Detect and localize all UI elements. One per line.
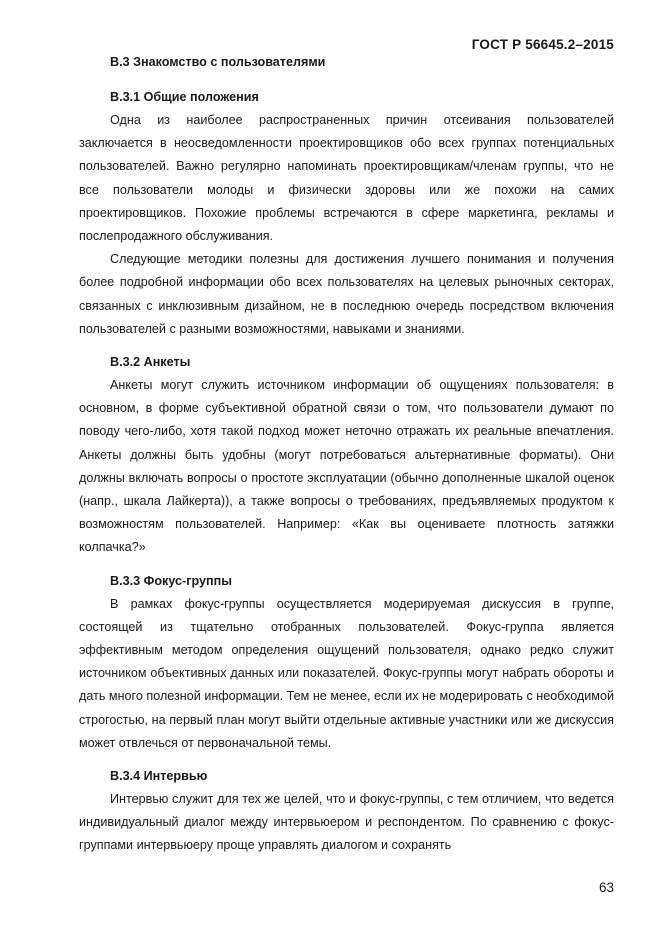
paragraph: Следующие методики полезны для достижения лучшего понимания и получения более подробной информации обо всех пользователях на целевых рыночных секторах, связанных с инклюзивным дизайном, не в последнюю очередь посредством включения пользователей с разными возможностями, навыками и знаниями. (79, 252, 614, 336)
paragraph: Анкеты могут служить источником информации об ощущениях пользователя: в основном, в форме субъективной обратной связи о том, что пользователи думают по поводу чего-либо, хотя такой подход может неточно отражать их реальные впечатления. Анкеты должны быть удобны (могут потребоваться альтернативные форматы). Они должны включать вопросы о простоте эксплуатации (обычно дополненные шкалой оценок (напр., шкала Лайкерта)), а также вопросы о требованиях, предъявляемых продуктом к возможностям пользователей. Например: «Как вы оцениваете плотность затяжки колпачка?» (79, 378, 614, 555)
paragraph: В рамках фокус-группы осуществляется модерируемая дискуссия в группе, состоящей из тщательно отобранных пользователей. Фокус-группа является эффективным методом определения ощущений пользователя, однако редко служит источником объективных данных или показателей. Фокус-группы могут набрать обороты и дать много полезной информации. Тем не менее, если их не модерировать с необходимой строгостью, на первый план могут выйти отдельные активные участники или же дискуссия может отвлечься от первоначальной темы. (79, 596, 614, 750)
page-content (79, 51, 614, 858)
page-number: 63 (598, 880, 614, 895)
paragraph: Интервью служит для тех же целей, что и фокус-группы, с тем отличием, что ведется индивидуальный диалог между интервьюером и респондентом. По сравнению с фокус-группами интервьюеру проще управлять диалогом и сохранять (79, 792, 614, 853)
subsection-title-b3-3: В.3.3 Фокус-группы (110, 573, 232, 588)
standard-header: ГОСТ Р 56645.2–2015 (471, 37, 614, 52)
section-title-b3: В.3 Знакомство с пользователями (110, 55, 326, 69)
subsection-title-b3-1: В.3.1 Общие положения (110, 90, 259, 104)
subsection-title-b3-2: В.3.2 Анкеты (110, 355, 191, 370)
subsection-title-b3-4: В.3.4 Интервью (110, 769, 208, 784)
paragraph: Одна из наиболее распространенных причин отсеивания пользователей заключается в неосведомленности проектировщиков обо всех группах потенциальных пользователей. Важно регулярно напоминать проектировщикам/членам группы, что не все пользователи молоды и физически здоровы или же похожи на самих проектировщиков. Похожие проблемы встречаются в сфере маркетинга, рекламы и послепродажного обслуживания. (79, 113, 614, 244)
